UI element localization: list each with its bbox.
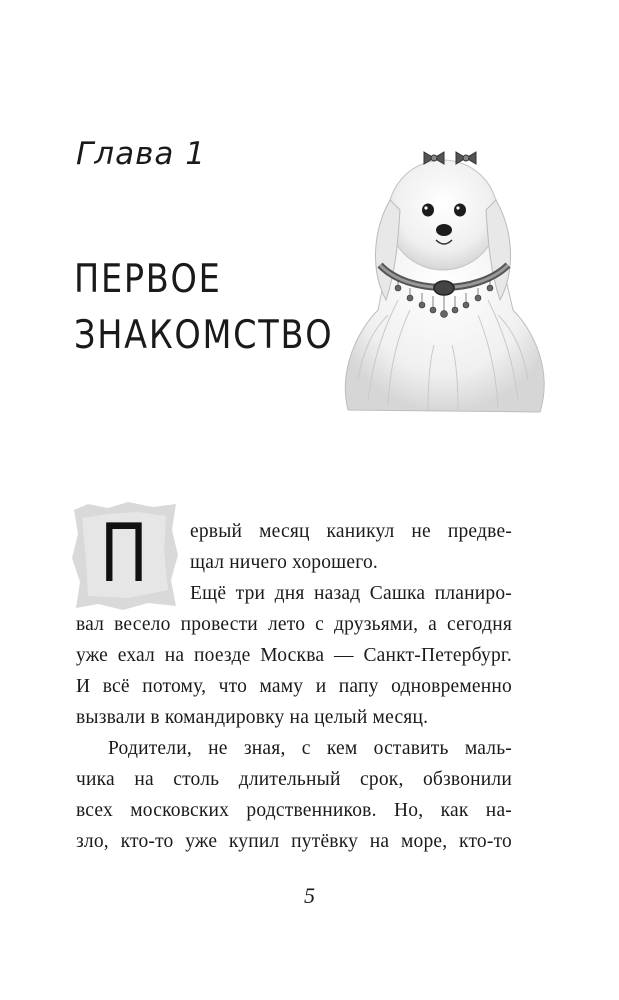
text-line: вызвали в командировку на целый месяц. <box>76 707 429 728</box>
chapter-title-line-1: ПЕРВОЕ <box>74 257 222 302</box>
chapter-title <box>74 252 333 364</box>
maltese-dog-icon <box>328 130 558 420</box>
text-line: И всё потому, что маму и папу одновременно <box>76 676 512 697</box>
text-line: Родители, не зная, с кем оставить маль- <box>108 738 512 759</box>
text-line: ервый месяц каникул не предве- <box>190 521 512 542</box>
paragraph-1 <box>190 516 512 578</box>
page-number: 5 <box>304 883 315 908</box>
paragraph-3 <box>76 733 512 857</box>
text-line: всех московских родственников. Но, как на- <box>76 800 512 821</box>
text-line: Ещё три дня назад Сашка планиро- <box>190 583 512 604</box>
chapter-title-line-2: ЗНАКОМСТВО <box>74 313 334 358</box>
dropcap-letter: П <box>99 507 149 600</box>
text-line: чика на столь длительный срок, обзвонили <box>76 769 512 790</box>
text-line: щал ничего хорошего. <box>190 552 378 573</box>
chapter-label: Глава 1 <box>76 136 206 172</box>
text-line: вал весело провести лето с друзьями, а сегодня <box>76 614 512 635</box>
text-line: зло, кто-то уже купил путёвку на море, кто-то <box>76 831 512 852</box>
paragraph-2 <box>76 578 512 733</box>
text-line: уже ехал на поезде Москва — Санкт-Петербург. <box>76 645 512 666</box>
